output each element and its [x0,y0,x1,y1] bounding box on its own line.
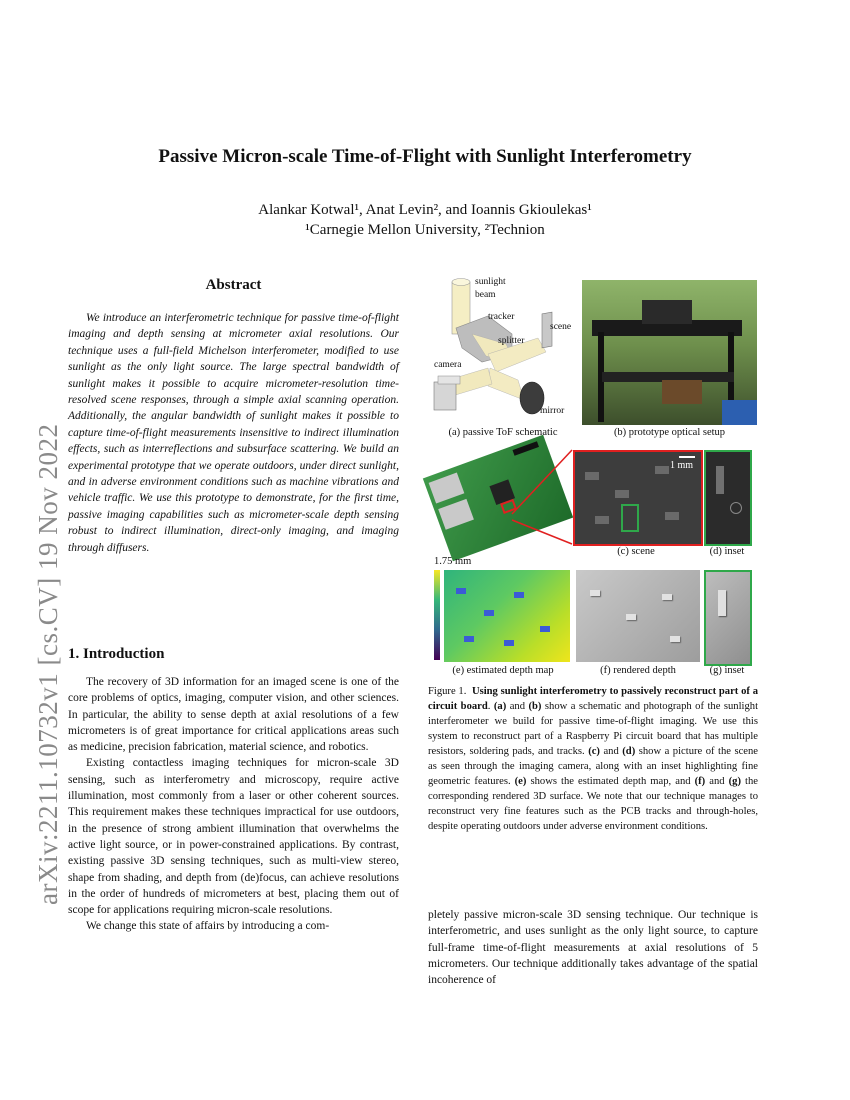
rendered-inset-image [704,570,752,666]
rendered-depth-image [576,570,700,662]
label-sunlight-beam: sunlight beam [475,277,506,300]
caption-part: and [506,701,529,712]
intro-continuation [428,907,758,988]
caption-bold: Using sunlight interferometry to passively reconstruct part of a circuit board [428,686,758,712]
abstract-heading: Abstract [205,277,262,293]
caption-prefix: Figure 1. [428,686,467,697]
caption-ref: (d) [622,746,636,757]
prototype-setup-photo [582,280,757,425]
subcaption-g: (g) inset [709,665,745,676]
subcaption-e: (e) estimated depth map [452,665,554,676]
subcaption-b: (b) prototype optical setup [613,427,726,438]
caption-ref: (b) [528,701,542,712]
author-block [0,200,850,240]
caption-part: . [487,701,494,712]
intro-paragraph-2: Existing contactless imaging techniques for micron-scale 3D sensing, such as interferometry and microscopy, require active illumination, most commonly from a laser or other coherent sources. This requirement makes these techniques impractical for use outdoors, in the presence of strong ambient illumination that overwhelms the active light source, or in power-constrained applications. By contrast, existing passive 3D sensing techniques, such as multi-view stereo, shape from shading, and depth from (de)focus, can achieve resolutions in the order of hundreds of micrometers at best, placing them out of scope for applications requiring micron-scale resolutions. [68,757,399,917]
arxiv-stamp: arXiv:2211.10732v1 [cs.CV] 19 Nov 2022 [33,423,63,905]
caption-part: the corresponding rendered 3D surface. We note that our technique manages to reconstruct very fine features such as the PCB tracks and through-holes, despite operating outdoors under adverse environment conditions. [428,776,758,832]
depth-colorbar [434,570,440,660]
label-camera: camera [434,360,462,370]
introduction-heading: 1. Introduction [68,646,165,662]
caption-ref: (a) [493,701,507,712]
caption-ref: (e) [514,776,527,787]
abstract-section [68,277,399,556]
label-tracker: tracker [488,312,515,322]
estimated-depth-map [444,570,570,662]
zoom-pointer-lines [428,446,578,556]
caption-part: shows the estimated depth map, and [526,776,695,787]
intro-paragraph-3-cont: pletely passive micron-scale 3D sensing technique. Our technique is interferometric, and uses sunlight as the only light source, to capture full-frame time-of-flight measurements at axial resolutions of 5 micrometers. Our technique additionally takes advantage of the spatial incoherence of [428,909,758,987]
caption-ref: (g) [728,776,741,787]
author-affiliations: ¹Carnegie Mellon University, ²Technion [305,222,545,238]
caption-part: and [599,746,623,757]
author-names: Alankar Kotwal¹, Anat Levin², and Ioannis Gkioulekas¹ [258,202,592,218]
introduction-section [68,646,399,935]
scale-bar-label: 1 mm [670,460,694,471]
label-mirror: mirror [540,406,565,416]
colorbar-max-label: 1.75 mm [434,556,472,567]
caption-part: show a schematic and photograph of the sunlight interferometer we build for passive time-of-flight imaging. We use this system to reconstruct part of a Raspberry Pi circuit board that has multiple resistors, soldering pads, and tracks. [428,701,759,757]
figure-1 [428,276,758,686]
subcaption-d: (d) inset [709,546,745,557]
caption-part: and [705,776,729,787]
label-scene: scene [550,322,572,332]
subcaption-c: (c) scene [617,546,655,557]
scene-inset-image [704,450,752,546]
subcaption-a: (a) passive ToF schematic [448,427,558,438]
subcaption-f: (f) rendered depth [600,665,676,676]
caption-ref: (c) [588,746,600,757]
caption-part: show a picture of the scene as seen through the imaging camera, along with an inset highlighting fine geometric features. [428,746,759,787]
figure-1-caption [428,684,758,834]
intro-paragraph-3: We change this state of affairs by introducing a com- [86,920,330,933]
intro-paragraph-1: The recovery of 3D information for an imaged scene is one of the core problems of optics, imaging, computer vision, and other sciences. In particular, the ability to sense depth at axial resolutions of a few micrometers is of great importance for critical applications areas such as medicine, precision fabrication, material science, and robotics. [68,676,399,754]
abstract-text: We introduce an interferometric technique for passive time-of-flight imaging and depth sensing at micrometer axial resolutions. Our technique uses a full-field Michelson interferometer, modified to use sunlight as the only light source. The large spectral bandwidth of sunlight makes it possible to acquire micrometer-resolution time-resolved scene responses, through a simple axial scanning operation. Additionally, the angular bandwidth of sunlight makes it possible to capture time-of-flight measurements insensitive to indirect illumination effects, such as interreflections and subsurface scattering. We build an experimental prototype that we operate outdoors, under direct sunlight, and in adverse environment conditions such as machine vibrations and vehicle traffic. We use this prototype to demonstrate, for the first time, passive imaging capabilities such as micrometer-scale depth sensing robust to indirect illumination, direct-only imaging, and imaging through diffusers. [68,312,399,554]
caption-ref: (f) [694,776,706,787]
paper-title: Passive Micron-scale Time-of-Flight with Sunlight Interferometry [158,146,692,167]
label-splitter: splitter [498,336,525,346]
